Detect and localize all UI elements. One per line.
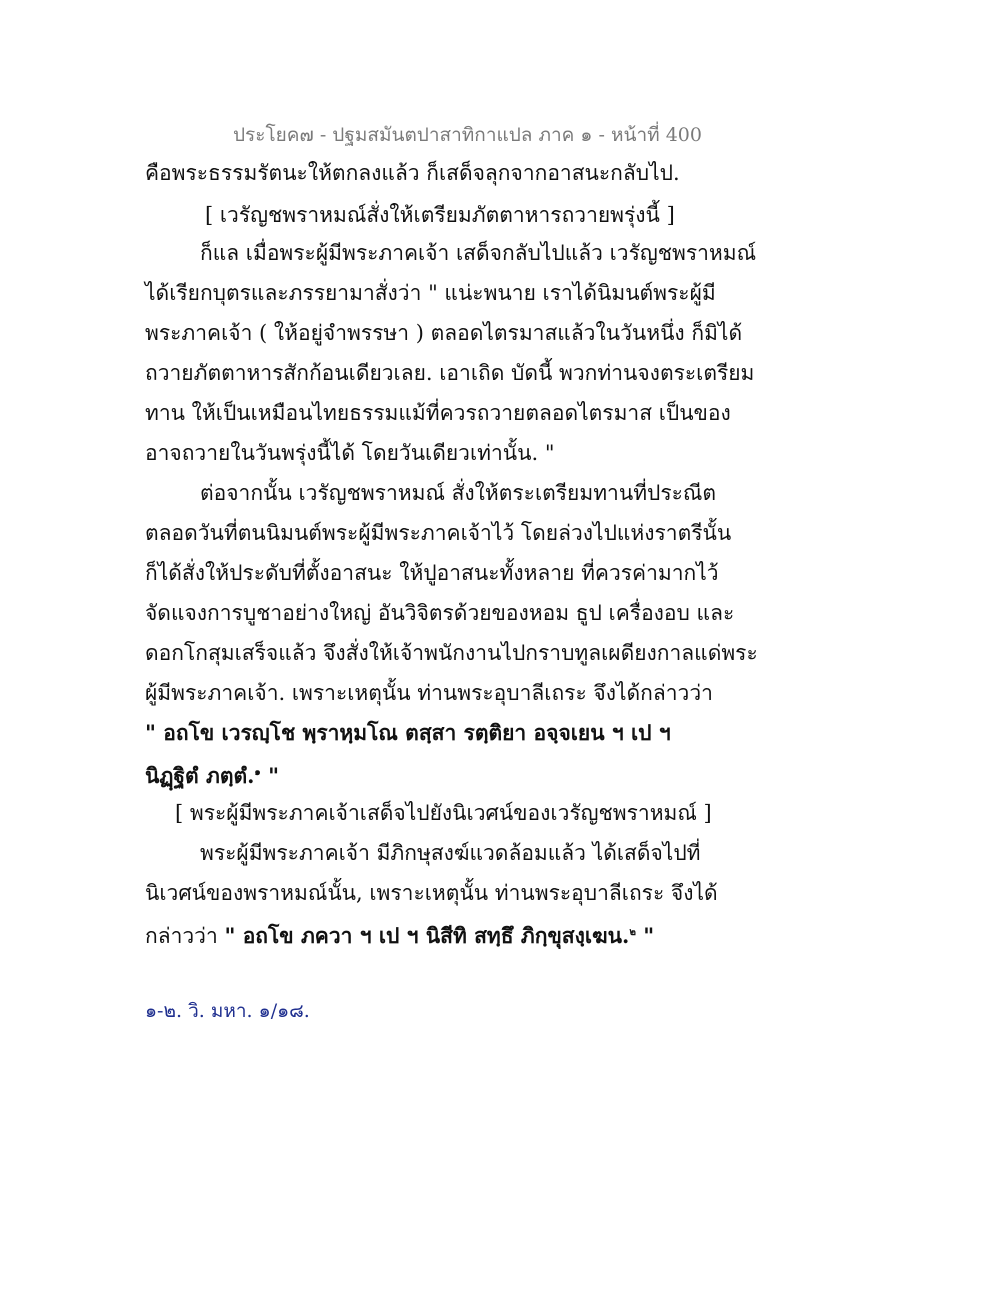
text-line: ก็ได้สั่งให้ประดับที่ตั้งอาสนะ ให้ปูอาสนะทั้งหลาย ที่ควรค่ามากไว้	[145, 561, 719, 585]
text-line: อาจถวายในวันพรุ่งนี้ได้ โดยวันเดียวเท่านั้น. "	[145, 441, 555, 465]
text-line: ทาน ให้เป็นเหมือนไทยธรรมแม้ที่ควรถวายตลอดไตรมาส เป็นของ	[145, 401, 731, 425]
footnote-marker: ๑	[254, 767, 261, 778]
text-line: ถวายภัตตาหารสักก้อนเดียวเลย. เอาเถิด บัดนี้ พวกท่านจงตระเตรียม	[145, 361, 755, 385]
pali-text: " อถโข ภควา ฯ เป ฯ นิสีทิ สทฺธึ ภิกฺขุสงฺเฆน.	[224, 923, 630, 948]
section-heading: [ เวรัญชพราหมณ์สั่งให้เตรียมภัตตาหารถวายพรุ่งนี้ ]	[205, 203, 675, 227]
text-line: คือพระธรรมรัตนะให้ตกลงแล้ว ก็เสด็จลุกจากอาสนะกลับไป.	[145, 161, 680, 185]
footnote-marker: ๒	[629, 927, 636, 938]
pali-quote-line	[145, 758, 279, 791]
text-line	[145, 918, 654, 951]
quote-close: "	[260, 763, 280, 788]
footnote: ๑-๒. วิ. มหา. ๑/๑๘.	[145, 1000, 310, 1022]
text-line: ต่อจากนั้น เวรัญชพราหมณ์ สั่งให้ตระเตรียมทานที่ประณีต	[200, 481, 717, 505]
section-heading: [ พระผู้มีพระภาคเจ้าเสด็จไปยังนิเวศน์ของเวรัญชพราหมณ์ ]	[175, 801, 712, 825]
pali-quote-line: " อถโข เวรญฺโช พฺราหฺมโณ ตสฺสา รตฺติยา อจฺจเยน ฯ เป ฯ	[145, 720, 671, 745]
text-line: พระผู้มีพระภาคเจ้า มีภิกษุสงฆ์แวดล้อมแล้ว ได้เสด็จไปที่	[200, 841, 701, 865]
text-line: ผู้มีพระภาคเจ้า. เพราะเหตุนั้น ท่านพระอุบาลีเถระ จึงได้กล่าวว่า	[145, 681, 713, 705]
quote-close: "	[635, 923, 655, 948]
text-line: ได้เรียกบุตรและภรรยามาสั่งว่า " แน่ะพนาย เราได้นิมนต์พระผู้มี	[145, 281, 716, 305]
text-line: ตลอดวันที่ตนนิมนต์พระผู้มีพระภาคเจ้าไว้ โดยล่วงไปแห่งราตรีนั้น	[145, 521, 732, 545]
plain-text: กล่าวว่า	[145, 924, 225, 948]
page-header: ประโยค๗ - ปฐมสมันตปาสาทิกาแปล ภาค ๑ - หน้าที่ 400	[232, 124, 702, 146]
text-line: ก็แล เมื่อพระผู้มีพระภาคเจ้า เสด็จกลับไปแล้ว เวรัญชพราหมณ์	[200, 241, 757, 265]
pali-text: นิฏฺฐิตํ ภตฺตํ.	[145, 763, 255, 788]
text-line: จัดแจงการบูชาอย่างใหญ่ อันวิจิตรด้วยของหอม ธูป เครื่องอบ และ	[145, 601, 735, 625]
text-line: นิเวศน์ของพราหมณ์นั้น, เพราะเหตุนั้น ท่านพระอุบาลีเถระ จึงได้	[145, 881, 718, 905]
text-line: ดอกโกสุมเสร็จแล้ว จึงสั่งให้เจ้าพนักงานไปกราบทูลเผดียงกาลแด่พระ	[145, 641, 758, 665]
text-line: พระภาคเจ้า ( ให้อยู่จำพรรษา ) ตลอดไตรมาสแล้วในวันหนึ่ง ก็มิได้	[145, 321, 743, 345]
